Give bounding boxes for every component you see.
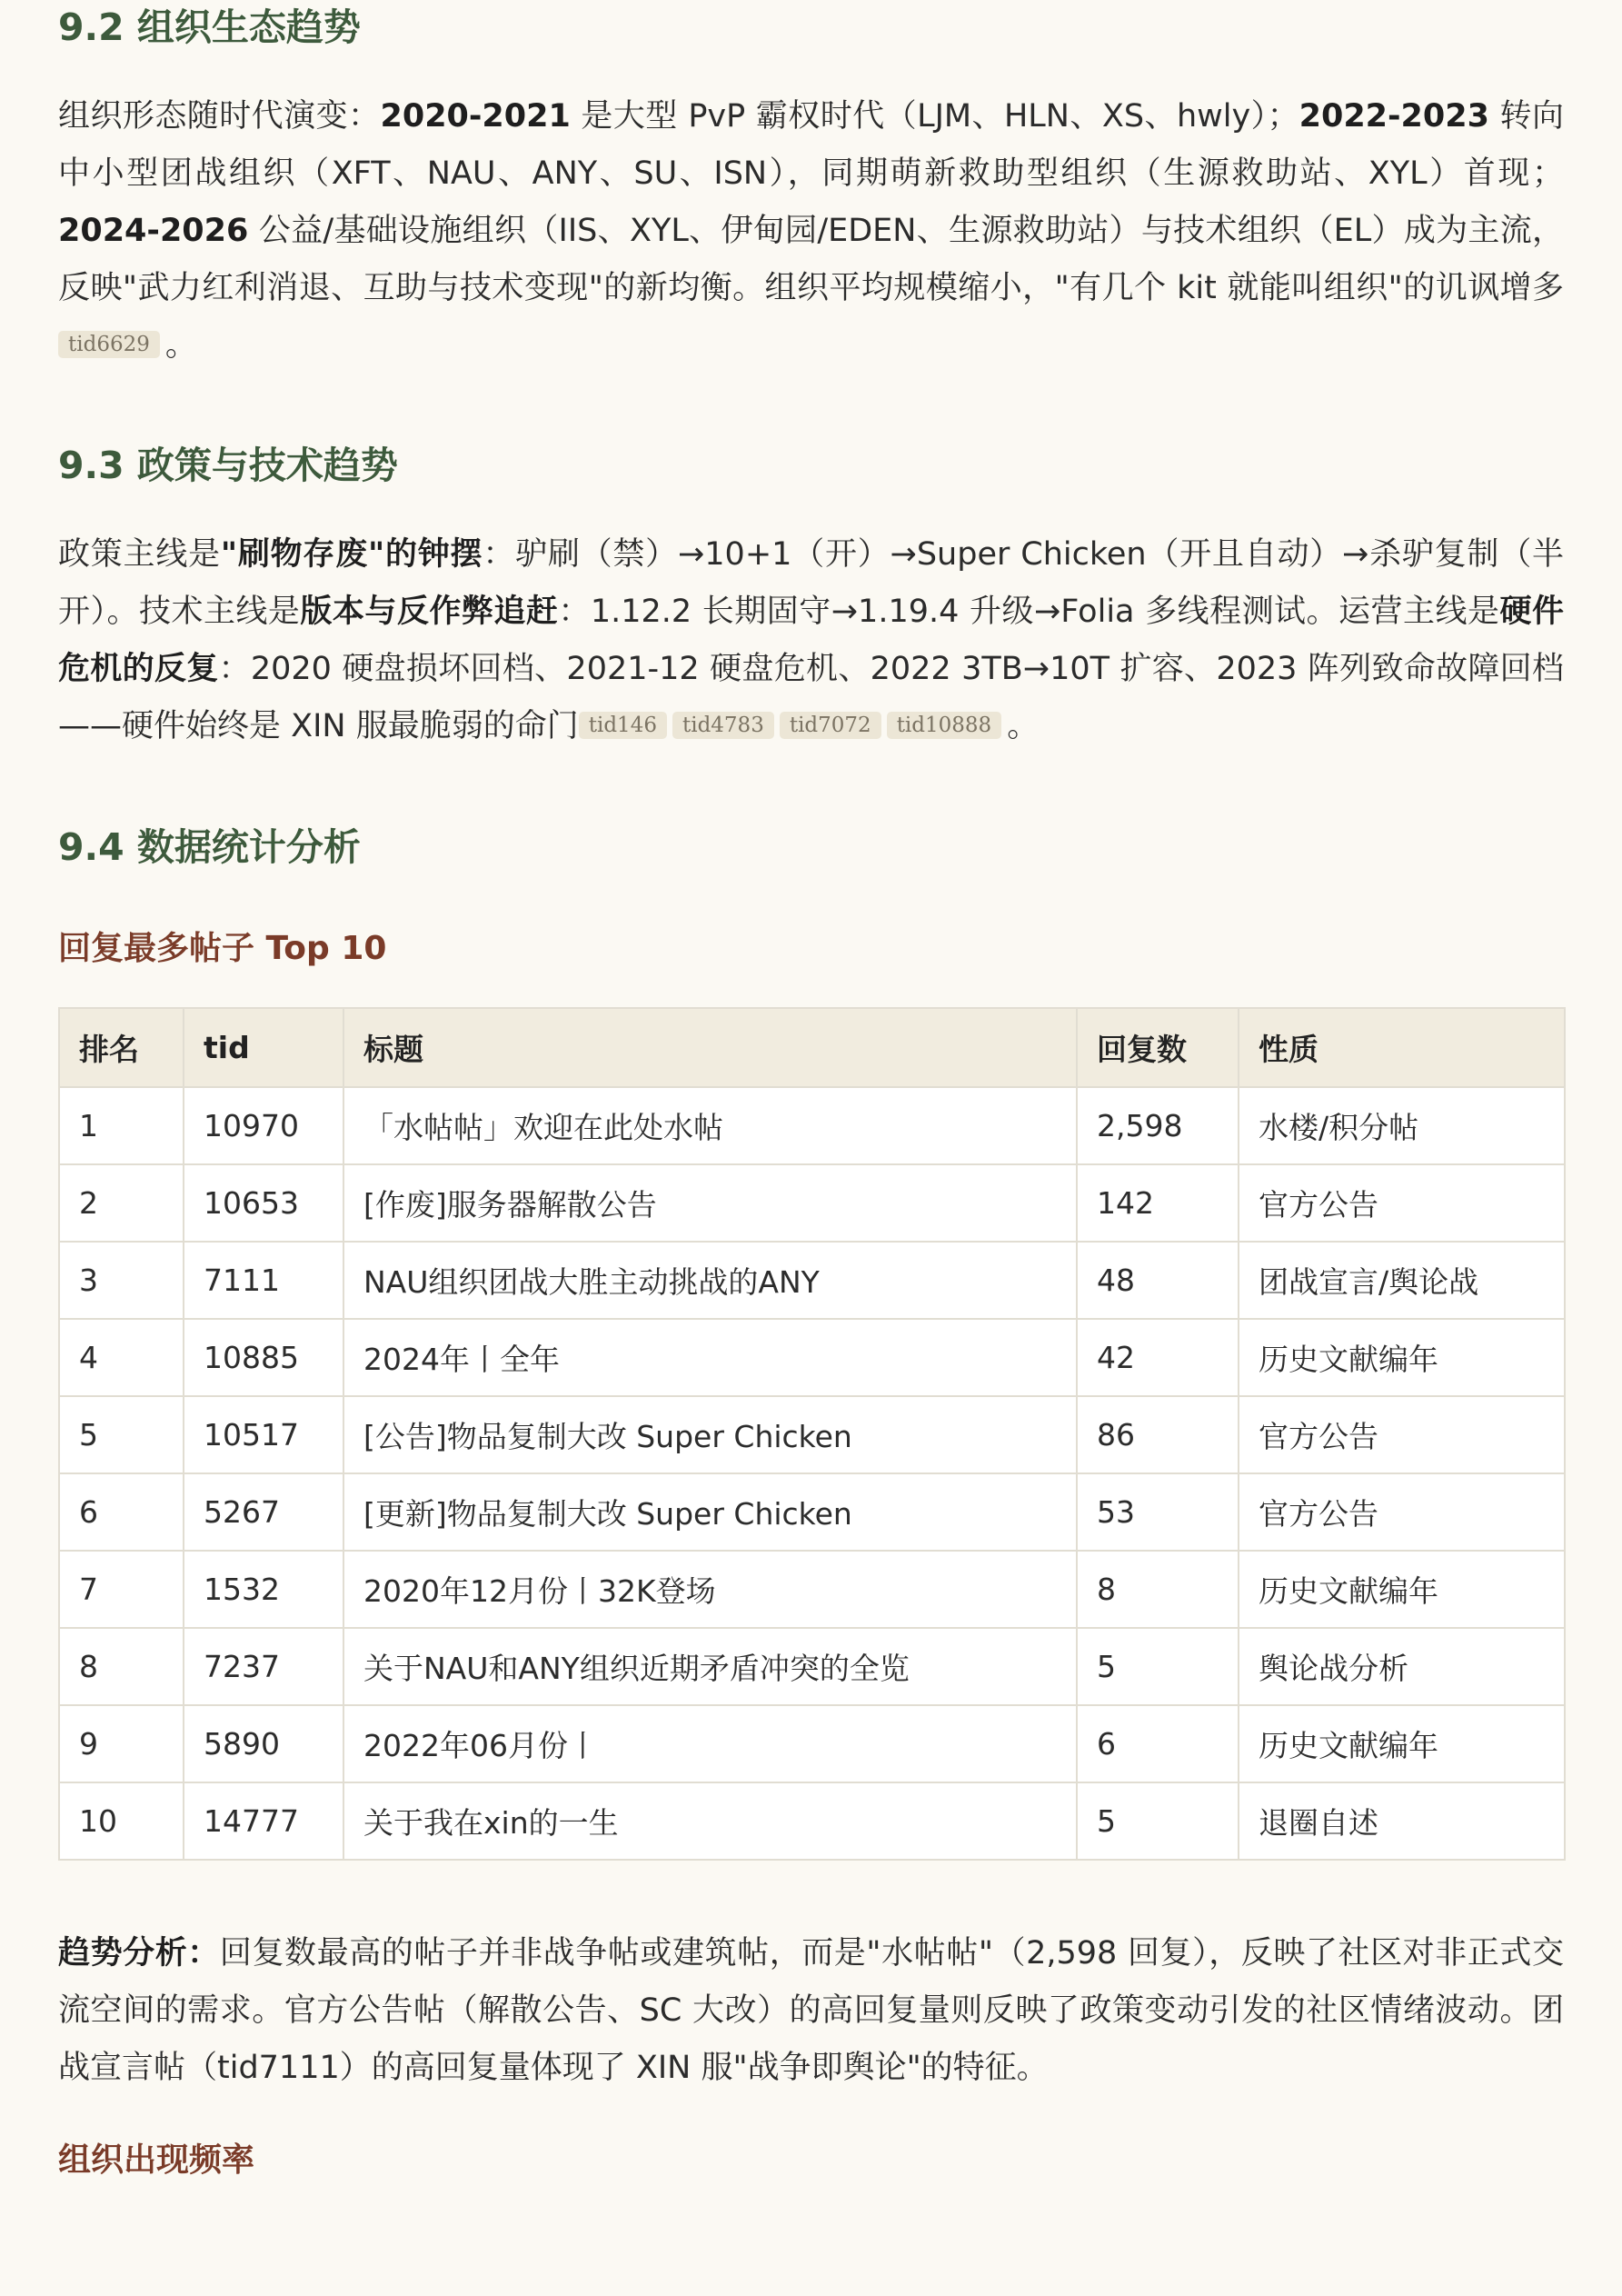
cell-tid: 5267 bbox=[184, 1473, 343, 1551]
text: 转向中小型团战组织（XFT、NAU、ANY、SU、ISN），同期萌新救助型组织（生源救助站、XYL）首现； bbox=[58, 98, 1564, 192]
section-9-4 bbox=[58, 825, 1564, 870]
header-title: 标题 bbox=[343, 1008, 1077, 1087]
cell-nature: 官方公告 bbox=[1239, 1396, 1565, 1473]
section-heading: 9.2 组织生态趋势 bbox=[58, 5, 361, 49]
text: 。 bbox=[164, 327, 197, 364]
section-9-3-body bbox=[58, 526, 1564, 755]
cell-title: [作废]服务器解散公告 bbox=[343, 1164, 1077, 1242]
table-header-row bbox=[59, 1008, 1565, 1087]
cell-tid: 14777 bbox=[184, 1782, 343, 1860]
table-row bbox=[59, 1628, 1565, 1705]
cell-rank: 4 bbox=[59, 1319, 184, 1396]
bold-text: 2020-2021 bbox=[380, 98, 571, 135]
table-row bbox=[59, 1087, 1565, 1164]
trend-analysis bbox=[58, 1925, 1564, 2097]
table-row bbox=[59, 1782, 1565, 1860]
bold-text: 硬件危机的反复 bbox=[58, 594, 1564, 687]
cell-rank: 6 bbox=[59, 1473, 184, 1551]
table-row bbox=[59, 1164, 1565, 1242]
cell-replies: 8 bbox=[1077, 1551, 1239, 1628]
bold-text: 版本与反作弊追赶 bbox=[300, 594, 559, 630]
paragraph bbox=[58, 526, 1564, 755]
table-title: 回复最多帖子 Top 10 bbox=[58, 930, 387, 967]
cell-replies: 5 bbox=[1077, 1782, 1239, 1860]
cell-title: [更新]物品复制大改 Super Chicken bbox=[343, 1473, 1077, 1551]
paragraph bbox=[58, 1925, 1564, 2097]
table-row bbox=[59, 1242, 1565, 1319]
cell-nature: 历史文献编年 bbox=[1239, 1319, 1565, 1396]
cell-replies: 48 bbox=[1077, 1242, 1239, 1319]
cell-rank: 3 bbox=[59, 1242, 184, 1319]
cell-replies: 86 bbox=[1077, 1396, 1239, 1473]
section-heading: 9.4 数据统计分析 bbox=[58, 825, 361, 869]
table-row bbox=[59, 1705, 1565, 1782]
cell-nature: 团战宣言/舆论战 bbox=[1239, 1242, 1565, 1319]
cell-replies: 5 bbox=[1077, 1628, 1239, 1705]
bold-text: "刷物存废"的钟摆 bbox=[220, 536, 483, 573]
table-row bbox=[59, 1551, 1565, 1628]
cell-replies: 53 bbox=[1077, 1473, 1239, 1551]
top10-table bbox=[58, 1007, 1566, 1861]
cell-replies: 6 bbox=[1077, 1705, 1239, 1782]
header-tid: tid bbox=[184, 1008, 343, 1087]
paragraph bbox=[58, 88, 1564, 374]
cell-nature: 官方公告 bbox=[1239, 1164, 1565, 1242]
header-replies: 回复数 bbox=[1077, 1008, 1239, 1087]
cell-nature: 退圈自述 bbox=[1239, 1782, 1565, 1860]
cell-tid: 10517 bbox=[184, 1396, 343, 1473]
section-9-2 bbox=[58, 5, 1564, 50]
table-row bbox=[59, 1473, 1565, 1551]
cell-rank: 1 bbox=[59, 1087, 184, 1164]
cell-nature: 舆论战分析 bbox=[1239, 1628, 1565, 1705]
section-9-2-body bbox=[58, 88, 1564, 374]
table-row bbox=[59, 1319, 1565, 1396]
bold-text: 2022-2023 bbox=[1299, 98, 1489, 135]
text: 是大型 PvP 霸权时代（LJM、HLN、XS、hwly）； bbox=[570, 98, 1299, 135]
top10-table-wrap bbox=[58, 1007, 1564, 1861]
cell-tid: 10653 bbox=[184, 1164, 343, 1242]
text: ：1.12.2 长期固守→1.19.4 升级→Folia 多线程测试。运营主线是 bbox=[558, 594, 1500, 630]
header-nature: 性质 bbox=[1239, 1008, 1565, 1087]
tid-tag[interactable]: tid10888 bbox=[887, 712, 1002, 739]
cell-nature: 官方公告 bbox=[1239, 1473, 1565, 1551]
header-rank: 排名 bbox=[59, 1008, 184, 1087]
cell-tid: 7237 bbox=[184, 1628, 343, 1705]
text: 回复数最高的帖子并非战争帖或建筑帖，而是"水帖帖"（2,598 回复），反映了社区对非正式交流空间的需求。官方公告帖（解散公告、SC 大改）的高回复量则反映了政策变动引发的社区情绪波动。团战宣言帖（tid7111）的高回复量体现了 XIN 服"战争即舆论"的特征。 bbox=[58, 1935, 1564, 2086]
text: ：2020 硬盘损坏回档、2021-12 硬盘危机、2022 3TB→10T 扩容、2023 阵列致命故障回档——硬件始终是 XIN 服最脆弱的命门 bbox=[58, 651, 1564, 744]
cell-nature: 历史文献编年 bbox=[1239, 1705, 1565, 1782]
text: 。 bbox=[1007, 708, 1040, 744]
next-subheading bbox=[58, 2141, 1564, 2180]
cell-replies: 42 bbox=[1077, 1319, 1239, 1396]
cell-rank: 8 bbox=[59, 1628, 184, 1705]
section-heading: 9.3 政策与技术趋势 bbox=[58, 444, 398, 487]
cell-rank: 2 bbox=[59, 1164, 184, 1242]
text: ：驴刷（禁）→10+1（开）→Super Chicken（开且自动）→杀驴复制（半开）。技术主线是 bbox=[58, 536, 1564, 630]
cell-title: 2020年12月份丨32K登场 bbox=[343, 1551, 1077, 1628]
cell-rank: 10 bbox=[59, 1782, 184, 1860]
text: 组织形态随时代演变： bbox=[58, 98, 381, 135]
cell-tid: 1532 bbox=[184, 1551, 343, 1628]
tid-tag[interactable]: tid146 bbox=[579, 712, 667, 739]
cell-tid: 7111 bbox=[184, 1242, 343, 1319]
cell-nature: 历史文献编年 bbox=[1239, 1551, 1565, 1628]
cell-rank: 7 bbox=[59, 1551, 184, 1628]
tid-tag[interactable]: tid6629 bbox=[58, 331, 160, 358]
bold-text: 趋势分析： bbox=[58, 1935, 220, 1972]
cell-rank: 9 bbox=[59, 1705, 184, 1782]
cell-title: 「水帖帖」欢迎在此处水帖 bbox=[343, 1087, 1077, 1164]
cell-tid: 5890 bbox=[184, 1705, 343, 1782]
cell-nature: 水楼/积分帖 bbox=[1239, 1087, 1565, 1164]
cell-title: 2024年丨全年 bbox=[343, 1319, 1077, 1396]
table-row bbox=[59, 1396, 1565, 1473]
cell-title: 2022年06月份丨 bbox=[343, 1705, 1077, 1782]
cell-replies: 142 bbox=[1077, 1164, 1239, 1242]
subheading-org-frequency: 组织出现频率 bbox=[58, 2141, 255, 2179]
cell-title: 关于我在xin的一生 bbox=[343, 1782, 1077, 1860]
cell-tid: 10885 bbox=[184, 1319, 343, 1396]
text: 政策主线是 bbox=[58, 536, 221, 573]
cell-title: [公告]物品复制大改 Super Chicken bbox=[343, 1396, 1077, 1473]
cell-tid: 10970 bbox=[184, 1087, 343, 1164]
tid-tag[interactable]: tid7072 bbox=[780, 712, 881, 739]
cell-rank: 5 bbox=[59, 1396, 184, 1473]
table-caption bbox=[58, 929, 1564, 968]
cell-title: 关于NAU和ANY组织近期矛盾冲突的全览 bbox=[343, 1628, 1077, 1705]
text: 公益/基础设施组织（IIS、XYL、伊甸园/EDEN、生源救助站）与技术组织（EL）成为主流，反映"武力红利消退、互助与技术变现"的新均衡。组织平均规模缩小，"有几个 kit 就能叫组织"的讥讽增多 bbox=[58, 213, 1564, 306]
cell-title: NAU组织团战大胜主动挑战的ANY bbox=[343, 1242, 1077, 1319]
section-9-3 bbox=[58, 444, 1564, 488]
bold-text: 2024-2026 bbox=[58, 213, 249, 249]
cell-replies: 2,598 bbox=[1077, 1087, 1239, 1164]
tid-tag[interactable]: tid4783 bbox=[672, 712, 774, 739]
